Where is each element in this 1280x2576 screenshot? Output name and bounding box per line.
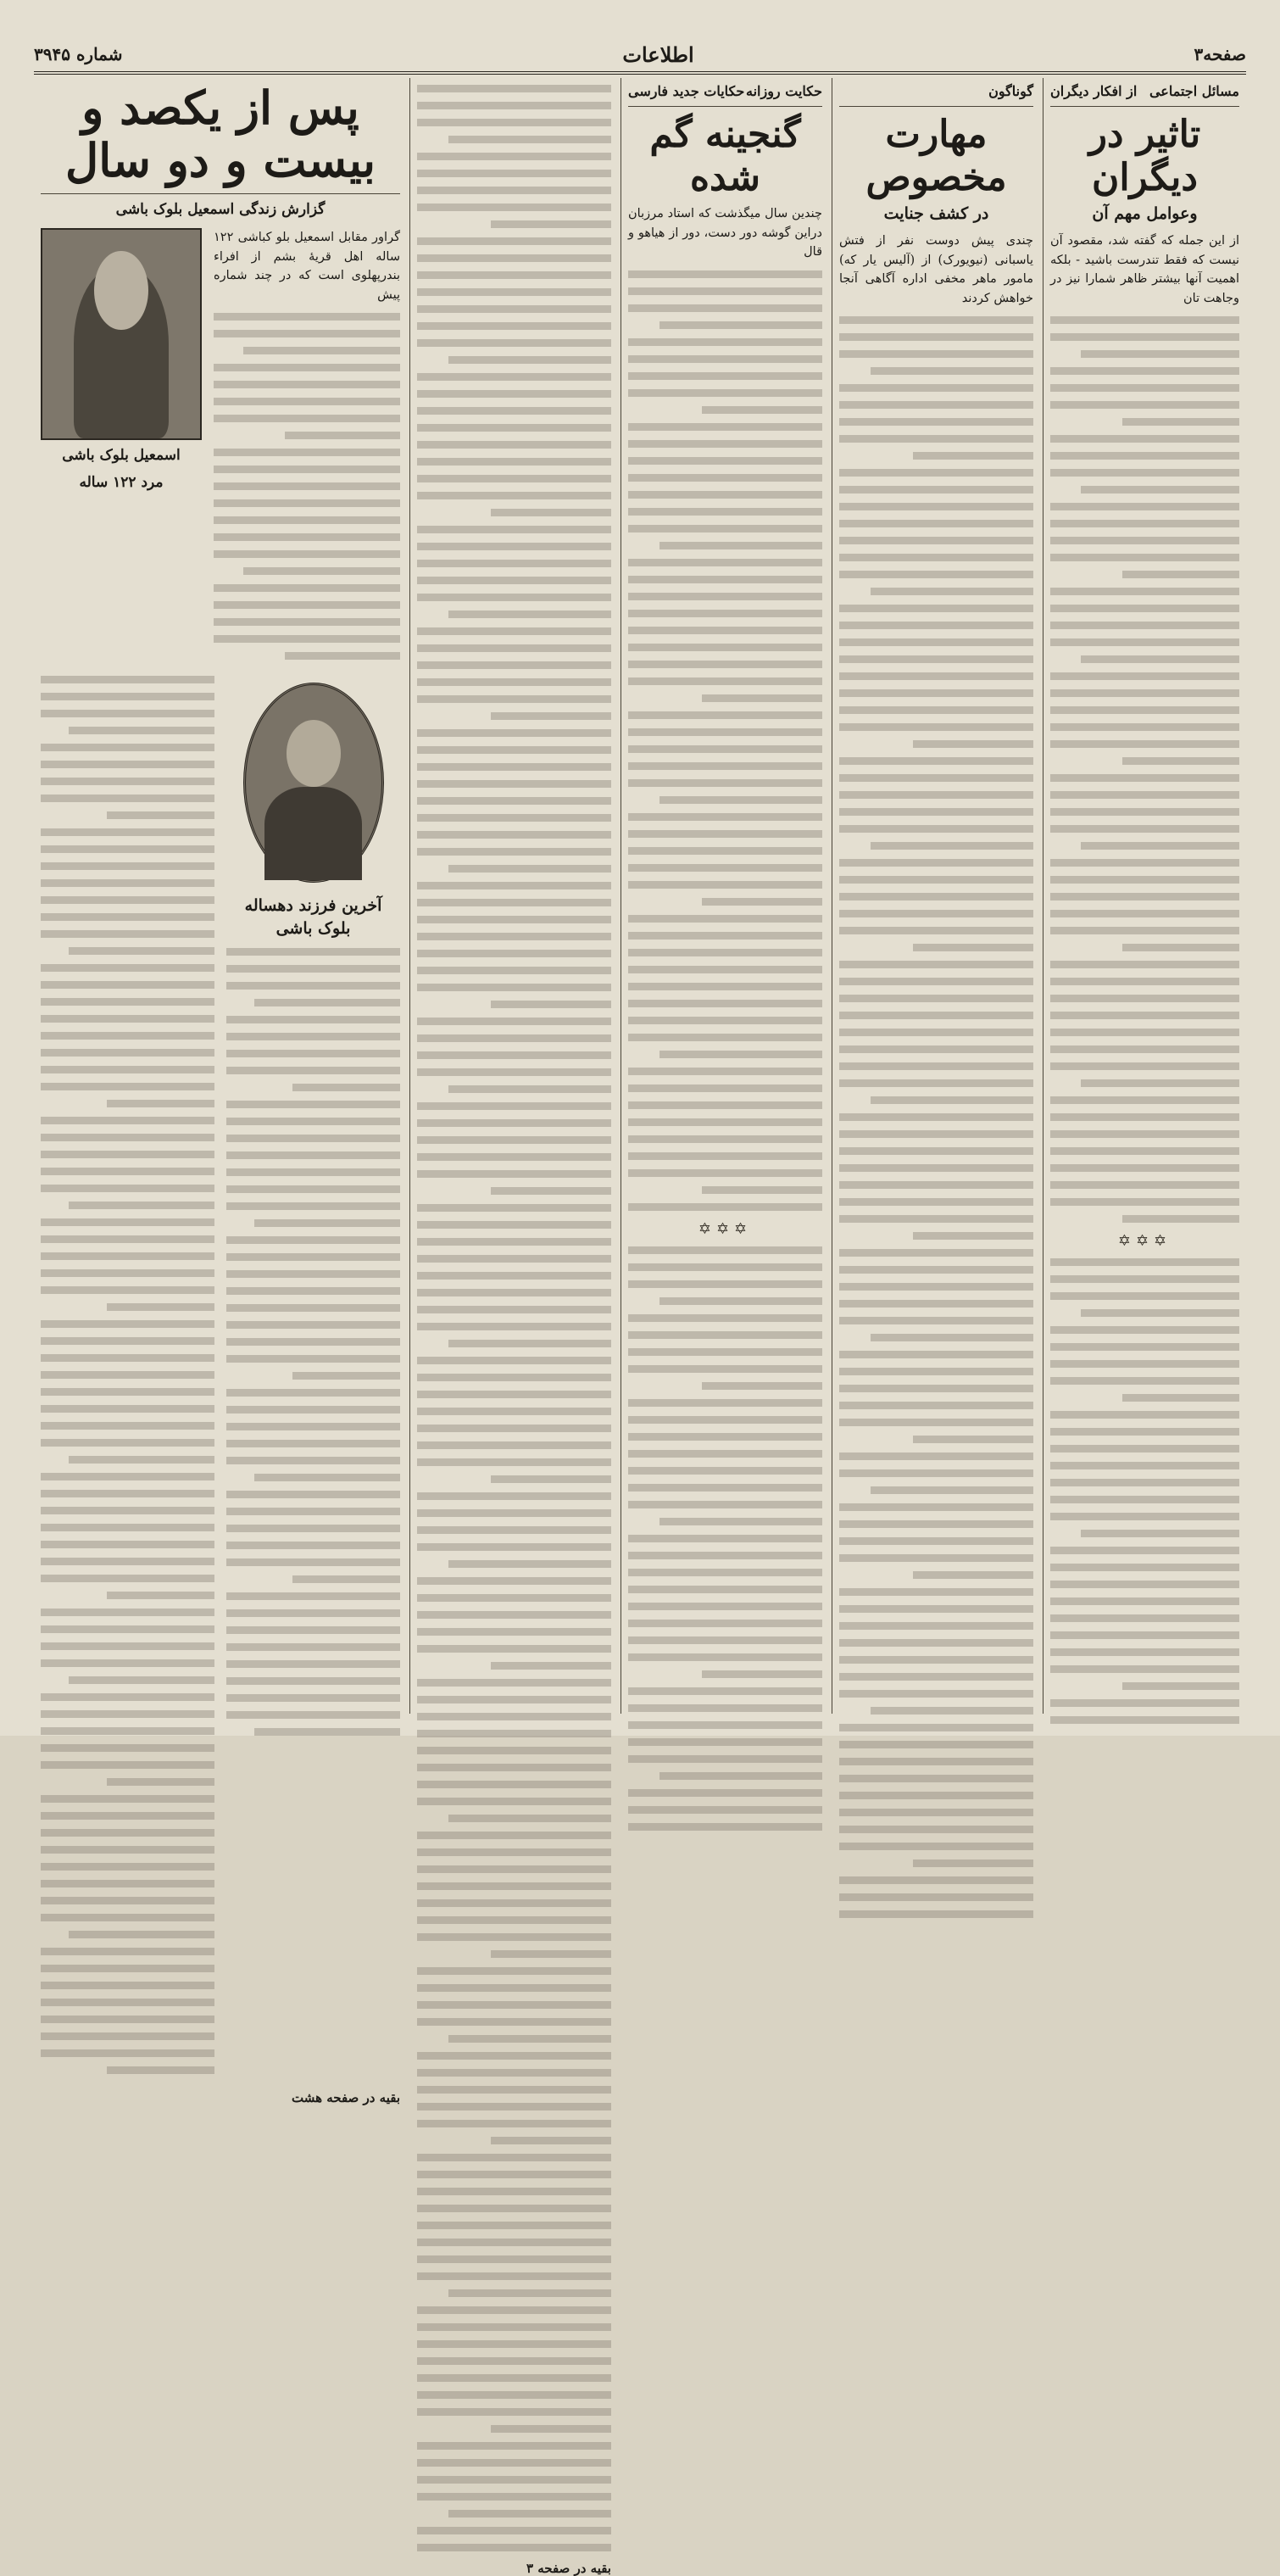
article-body-text-continued bbox=[41, 676, 214, 2074]
col3-kicker-row bbox=[628, 83, 822, 99]
divider bbox=[1050, 106, 1239, 107]
continued-note: بقیه در صفحه هشت bbox=[292, 2090, 400, 2106]
page-label: صفحه۳ bbox=[1194, 44, 1246, 64]
article-lead: گراور مقابل اسمعیل بلو کباشی ۱۲۲ ساله اهل قریۀ بشم از افراء بندرپهلوی است که در چند شماره پیش bbox=[214, 231, 400, 302]
col1-kicker-row bbox=[1050, 83, 1239, 99]
article-body-text bbox=[226, 948, 400, 1736]
kicker-label: از افکار دیگران bbox=[1050, 83, 1138, 99]
ornament: ✡✡✡ bbox=[698, 1219, 753, 1238]
article-lead: از این جمله که گفته شد، مقصود آن نیست که فقط تندرست باشید - بلکه اهمیت آنها بیشتر ظاهر شمارا نیز در وجاهت تان bbox=[1050, 234, 1239, 305]
feature-body-row bbox=[41, 676, 400, 2083]
article-body-text bbox=[1050, 316, 1239, 1223]
article-body-text bbox=[214, 313, 400, 660]
continued-note: بقیه در صفحه ۳ bbox=[526, 2561, 611, 2576]
feature-body-right bbox=[226, 676, 400, 2083]
ornament: ✡✡✡ bbox=[1117, 1232, 1172, 1251]
article-body-text-continued bbox=[628, 1246, 822, 1831]
divider bbox=[41, 193, 400, 194]
headline-special-skill: مهارت مخصوص bbox=[865, 113, 1007, 199]
column-story bbox=[621, 78, 829, 1714]
old-man-photo-block bbox=[41, 228, 202, 669]
article-lead: چندین سال میگذشت که استاد مرزبان دراین گوشه دور دست، دور از هیاهو و قال bbox=[628, 207, 822, 259]
feature-top-row bbox=[41, 228, 400, 669]
photo-caption-name: اسمعیل بلوک باشی bbox=[62, 447, 181, 465]
section-label-story: حکایت روزانه bbox=[746, 83, 822, 99]
headline-122-years: پس از یکصد و بیست و دو سال bbox=[64, 81, 376, 188]
article-body-text-continued bbox=[839, 1452, 1033, 1918]
old-man-photo bbox=[41, 228, 202, 440]
issue-label: شماره ۳۹۴۵ bbox=[34, 44, 123, 64]
column-social bbox=[1043, 78, 1246, 1714]
column-continuation bbox=[409, 78, 618, 2576]
feature-text-column bbox=[214, 228, 400, 669]
child-caption: آخرین فرزند دهساله بلوک باشی bbox=[244, 896, 382, 938]
child-portrait-photo bbox=[243, 683, 384, 883]
headline-lost-treasure: گنجینه گم شده bbox=[649, 113, 801, 199]
article-lead: چندی پیش دوست نفر از فتش یاسبانی (نیویورک) از (آلیس یار که) مامور ماهر مخفی اداره آگاهی آنجا خواهش کردند bbox=[839, 234, 1033, 305]
masthead bbox=[34, 37, 1246, 75]
paper-name: اطلاعات bbox=[622, 42, 694, 67]
feature-byline: گزارش زندگی اسمعیل بلوک باشی bbox=[115, 201, 326, 219]
article-body-text bbox=[628, 270, 822, 1211]
kicker-label: حکایات جدید فارسی bbox=[628, 83, 745, 99]
article-body-text bbox=[839, 316, 1033, 1443]
column-feature bbox=[34, 78, 407, 2106]
article-body-text bbox=[417, 85, 611, 2551]
article-body-text-continued bbox=[1050, 1258, 1239, 1724]
photo-caption-age: مرد ۱۲۲ ساله bbox=[79, 473, 164, 491]
column-misc bbox=[832, 78, 1040, 1714]
section-label-misc: گوناگون bbox=[988, 83, 1033, 99]
feature-body-left bbox=[41, 676, 214, 2083]
divider bbox=[628, 106, 822, 107]
headline-influence: تاثیر در دیگران bbox=[1088, 113, 1201, 199]
subhead-crime-detection: در کشف جنایت bbox=[883, 204, 989, 224]
divider bbox=[839, 106, 1033, 107]
subhead-factors: وعوامل مهم آن bbox=[1092, 204, 1198, 224]
section-label-social: مسائل اجتماعی bbox=[1149, 83, 1239, 99]
